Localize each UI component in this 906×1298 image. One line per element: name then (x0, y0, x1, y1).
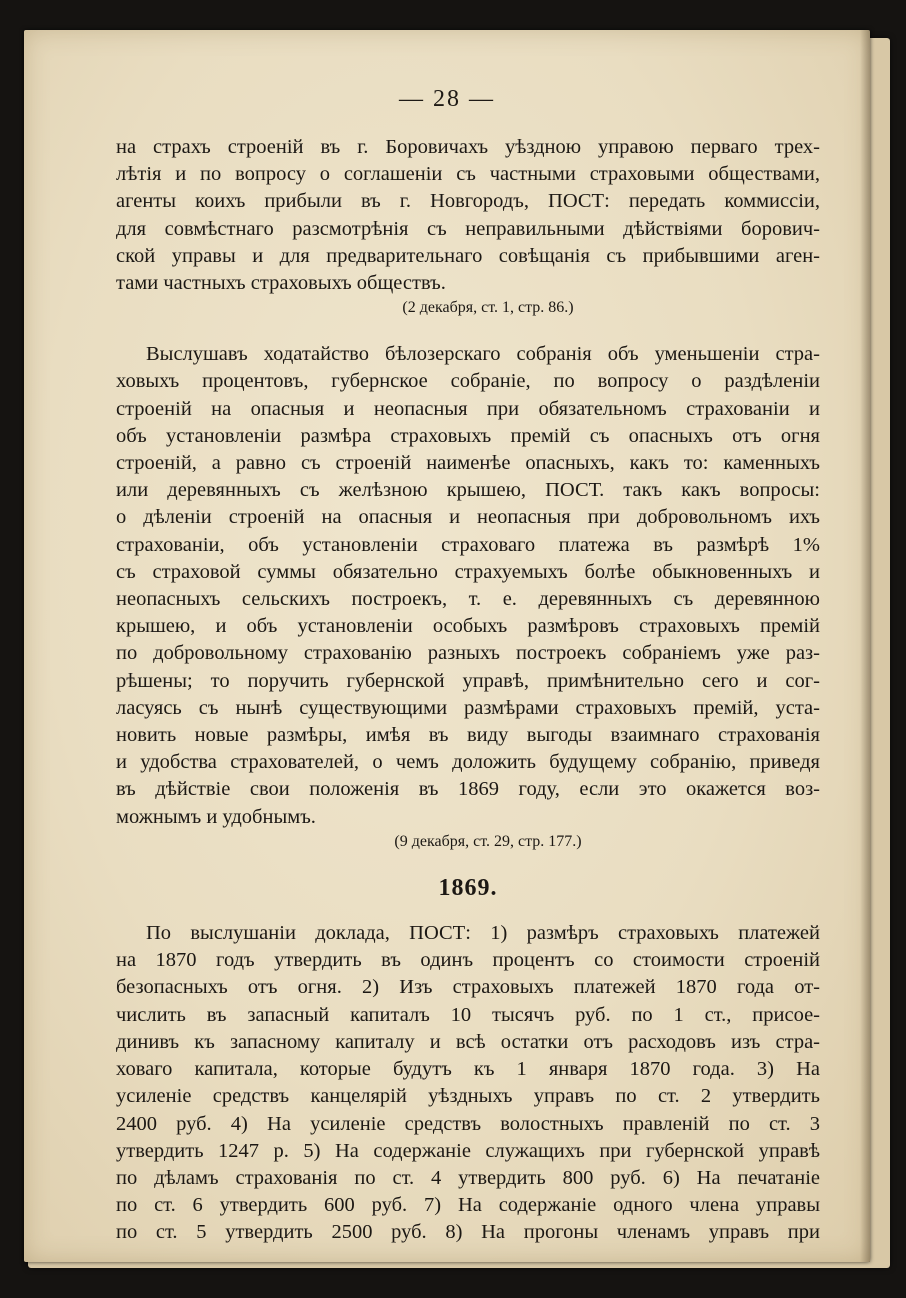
text-line: для совмѣстнаго разсмотрѣнія съ неправильными дѣйствіями борович- (116, 217, 820, 240)
text-line: 2400 руб. 4) На усиленіе средствъ волостныхъ правленій по ст. 3 (116, 1112, 820, 1135)
document-page (24, 30, 870, 1262)
text-line: на 1870 годъ утвердить въ одинъ процентъ со стоимости строеній (116, 949, 820, 972)
text-line: страхованіи, объ установленіи страховаго платежа въ размѣрѣ 1% (116, 533, 820, 556)
text-line: динивъ къ запасному капиталу и всѣ остатки отъ расходовъ изъ стра- (116, 1030, 820, 1053)
text-line: утвердить 1247 р. 5) На содержаніе служащихъ при губернской управѣ (116, 1139, 820, 1162)
text-line: неопасныхъ сельскихъ построекъ, т. е. деревянныхъ съ деревянною (116, 588, 820, 611)
text-line: строеній на опасныя и неопасныя при обязательномъ страхованіи и (116, 397, 820, 420)
paragraph-2 (116, 341, 820, 831)
text-line: тами частныхъ страховыхъ обществъ. (116, 272, 446, 295)
text-line: безопасныхъ отъ огня. 2) Изъ страховыхъ платежей 1870 года от- (116, 976, 820, 999)
citation-reference: (9 декабря, ст. 29, стр. 177.) (394, 832, 582, 850)
text-line: о дѣленіи строеній на опасныя и неопасныя при добровольномъ ихъ (116, 506, 820, 529)
text-line: по ст. 6 утвердить 600 руб. 7) На содержаніе одного члена управы (116, 1194, 820, 1217)
paragraph-3 (116, 920, 820, 1246)
text-line: по добровольному страхованію разныхъ построекъ собраніемъ уже раз- (116, 642, 820, 665)
text-line: По выслушаніи доклада, ПОСТ: 1) размѣръ страховыхъ платежей (146, 922, 820, 945)
text-line: новить новые размѣры, имѣя въ виду выгоды взаимнаго страхованія (116, 724, 820, 747)
text-line: ской управы и для предварительнаго совѣщанія съ прибывшими аген- (116, 244, 820, 267)
text-line: по дѣламъ страхованія по ст. 4 утвердить 800 руб. 6) На печатаніе (116, 1166, 820, 1189)
text-line: ховыхъ процентовъ, губернское собраніе, по вопросу о раздѣленіи (116, 370, 820, 393)
text-line: на страхъ строеній въ г. Боровичахъ уѣздною управою перваго трех- (116, 136, 820, 158)
text-line: и удобства страхователей, о чемъ доложить будущему собранію, приведя (116, 751, 820, 774)
text-line: ласуясь съ нынѣ существующими размѣрами страховыхъ премій, уста- (116, 696, 820, 719)
text-line: можнымъ и удобнымъ. (116, 805, 316, 828)
citation-reference: (2 декабря, ст. 1, стр. 86.) (402, 299, 574, 317)
page-spine-shadow (860, 30, 870, 1262)
text-line: по ст. 5 утвердить 2500 руб. 8) На прогоны членамъ управъ при (116, 1221, 820, 1244)
page-number: — 28 — (399, 86, 495, 112)
text-line: усиленіе средствъ канцелярій уѣздныхъ управъ по ст. 2 утвердить (116, 1085, 820, 1108)
text-line: объ установленіи размѣра страховыхъ премій съ опасныхъ отъ огня (116, 424, 820, 447)
text-line: лѣтія и по вопросу о соглашеніи съ частными страховыми обществами, (116, 163, 820, 186)
paragraph-1 (116, 134, 820, 297)
text-line: съ страховой суммы обязательно страхуемыхъ болѣе обыкновенныхъ и (116, 560, 820, 583)
text-line: въ дѣйствіе свои положенія въ 1869 году, если это окажется воз- (116, 778, 820, 801)
text-line: ховаго капитала, которые будутъ къ 1 января 1870 года. 3) На (116, 1058, 820, 1081)
text-line: или деревянныхъ съ желѣзною крышею, ПОСТ. такъ какъ вопросы: (116, 479, 820, 502)
text-line: строеній, а равно съ строеній наименѣе опасныхъ, какъ то: каменныхъ (116, 452, 820, 475)
text-line: рѣшены; то поручить губернской управѣ, примѣнительно сего и сог- (116, 669, 820, 692)
text-line: Выслушавъ ходатайство бѣлозерскаго собранія объ уменьшеніи стра- (146, 343, 820, 366)
text-line: крышею, и объ установленіи особыхъ размѣровъ страховыхъ премій (116, 615, 820, 638)
page-content (116, 134, 820, 1247)
text-line: агенты коихъ прибыли въ г. Новгородъ, ПОСТ: передать коммиссіи, (116, 190, 820, 213)
text-line: числить въ запасный капиталъ 10 тысячъ руб. по 1 ст., присое- (116, 1003, 820, 1026)
year-heading: 1869. (438, 874, 498, 901)
